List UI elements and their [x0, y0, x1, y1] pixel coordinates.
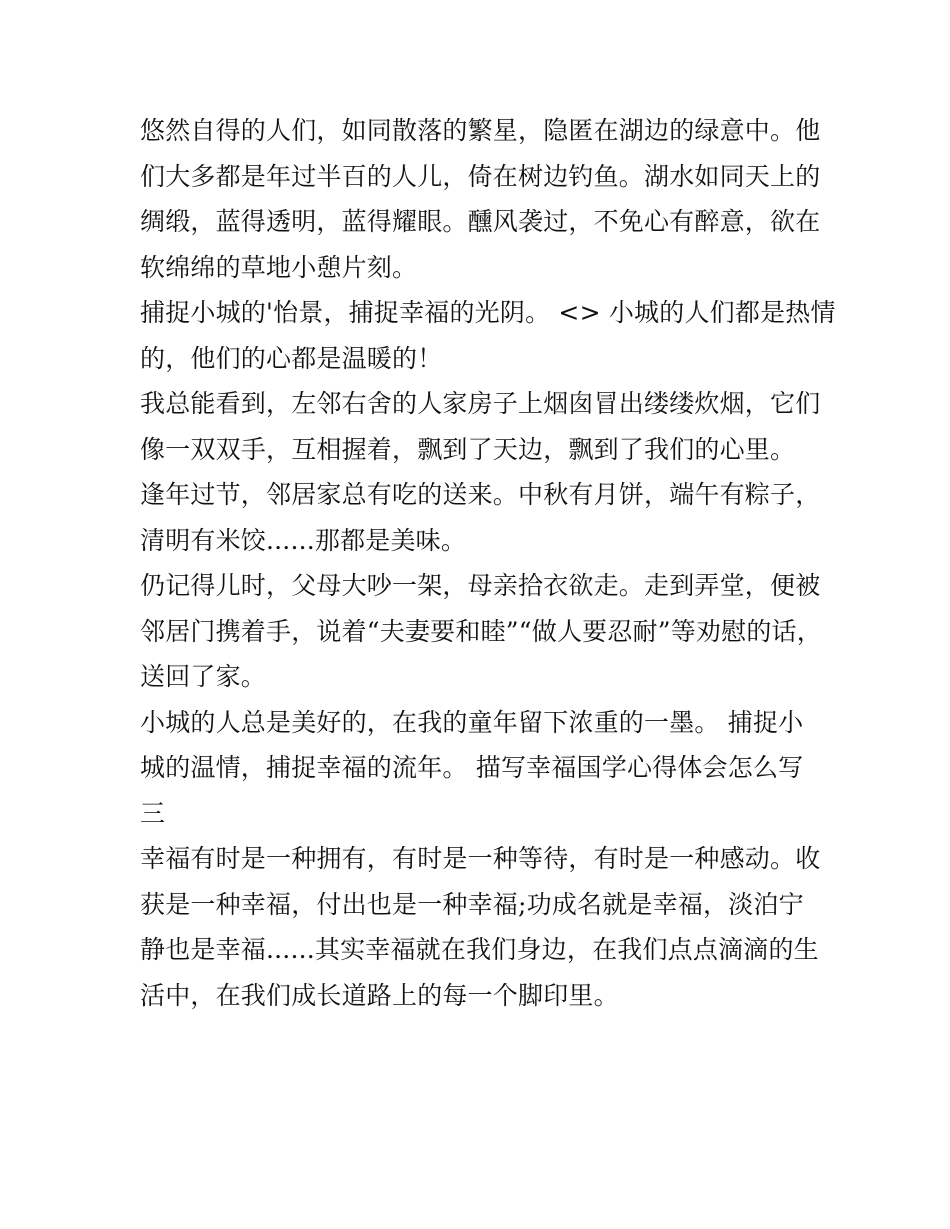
document-body [140, 108, 836, 1018]
text-line: 仍记得儿时，父母大吵一架，母亲拾衣欲走。走到弄堂，便被 [140, 571, 821, 600]
text-line: 绸缎，蓝得透明，蓝得耀眼。醺风袭过，不免心有醉意，欲在 [140, 207, 821, 236]
text-line: 们大多都是年过半百的人儿，倚在树边钓鱼。湖水如同天上的 [140, 161, 821, 191]
text-line: 三 [140, 798, 166, 828]
text-line: 逢年过节，邻居家总有吃的送来。中秋有月饼，端午有粽子， [140, 480, 821, 509]
text-line: 幸福有时是一种拥有，有时是一种等待，有时是一种感动。收 [140, 844, 821, 873]
text-line: 软绵绵的草地小憩片刻。 [140, 252, 418, 282]
text-line: 像一双双手，互相握着，飘到了天边，飘到了我们的心里。 [140, 434, 796, 464]
text-line: 捕捉小城的'怡景，捕捉幸福的光阴。 <> 小城的人们都是热情 [140, 298, 836, 327]
text-line: 送回了家。 [140, 662, 267, 691]
text-line: 清明有米饺......那都是美味。 [140, 525, 467, 555]
text-line: 城的温情，捕捉幸福的流年。 描写幸福国学心得体会怎么写 [140, 753, 804, 782]
text-line: 活中，在我们成长道路上的每一个脚印里。 [140, 980, 619, 1010]
text-line: 静也是幸福......其实幸福就在我们身边，在我们点点滴滴的生 [140, 935, 819, 964]
paragraph-childhood-memory [140, 563, 822, 700]
text-line: 小城的人总是美好的，在我的童年留下浓重的一墨。 捕捉小 [140, 707, 804, 737]
paragraph-chimney-smoke [140, 381, 821, 472]
text-line: 获是一种幸福，付出也是一种幸福;功成名就是幸福，淡泊宁 [140, 889, 804, 919]
paragraph-festivals [140, 472, 821, 563]
paragraph-happiness [140, 836, 821, 1018]
text-line: 的，他们的心都是温暖的！ [140, 343, 443, 373]
paragraph-lakeside-anglers [140, 108, 821, 290]
text-line: 悠然自得的人们，如同散落的繁星，隐匿在湖边的绿意中。他 [140, 116, 821, 145]
paragraph-town-people [140, 700, 816, 837]
paragraph-capture-scenery [140, 290, 836, 381]
text-line: 我总能看到，左邻右舍的人家房子上烟囱冒出缕缕炊烟，它们 [140, 389, 821, 418]
text-line: 邻居门携着手，说着“夫妻要和睦”“做人要忍耐”等劝慰的话， [140, 616, 822, 646]
